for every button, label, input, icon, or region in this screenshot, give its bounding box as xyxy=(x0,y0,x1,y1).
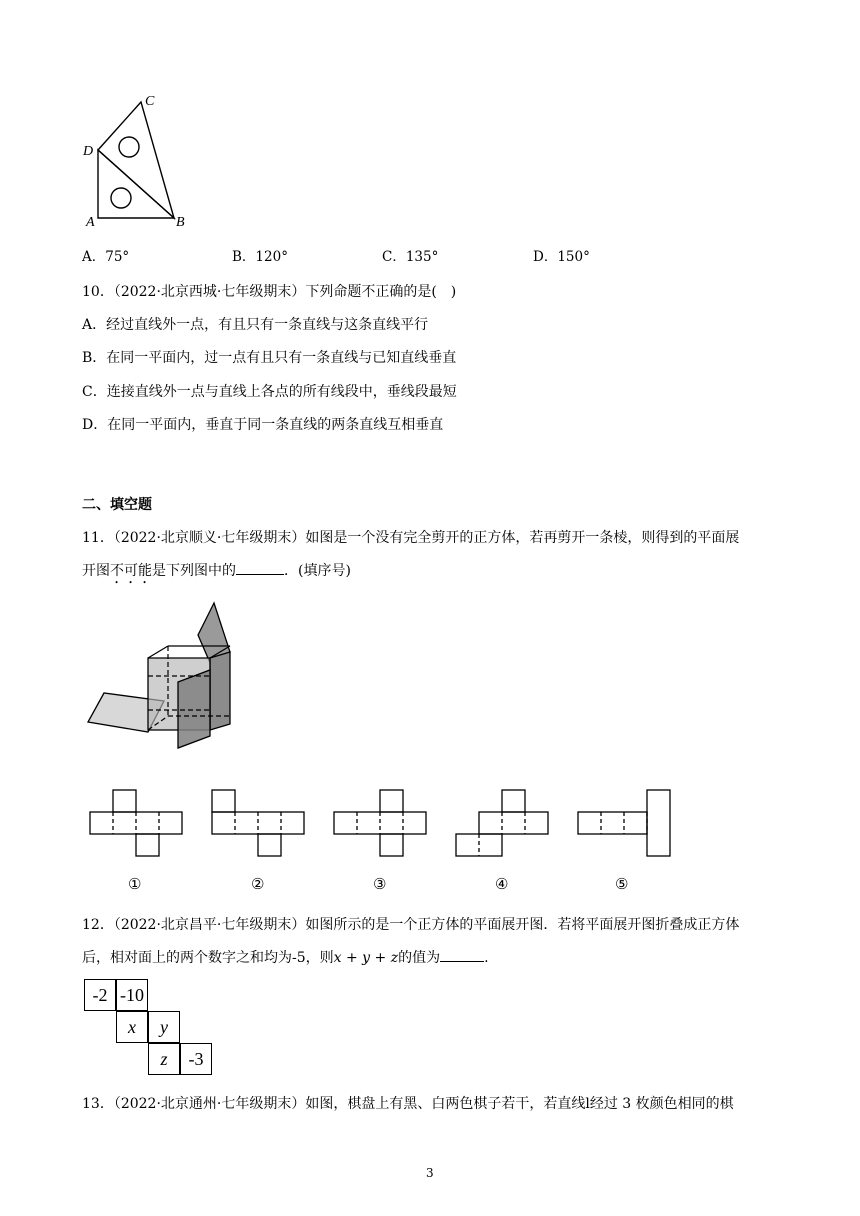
answer-blank xyxy=(236,560,284,575)
q11-line1: 11．（2022·北京顺义·七年级期末）如图是一个没有完全剪开的正方体，若再剪开一条棱，则得到的平面展 xyxy=(82,530,740,546)
q9-option-a: A．75° xyxy=(82,249,130,265)
net-4 xyxy=(456,790,548,856)
q13-line1: 13．（2022·北京通州·七年级期末）如图，棋盘上有黑、白两色棋子若干，若直线l经过 3 枚颜色相同的棋 xyxy=(82,1096,734,1112)
cell: -2 xyxy=(84,979,116,1011)
cell: -10 xyxy=(116,979,148,1011)
number-net xyxy=(84,979,224,1079)
q9-option-d: D．150° xyxy=(533,249,590,265)
q9-option-b: B．120° xyxy=(232,249,288,265)
q10-option-b: B．在同一平面内，过一点有且只有一条直线与已知直线垂直 xyxy=(82,350,457,366)
label-d: D xyxy=(83,144,94,159)
cell: -3 xyxy=(180,1043,212,1075)
q12-line2: 后，相对面上的两个数字之和均为-5，则x + y + z的值为 . xyxy=(82,947,489,968)
section-title: 二、填空题 xyxy=(82,497,152,513)
q9-option-c: C．135° xyxy=(382,249,439,265)
net-1 xyxy=(90,790,182,856)
cell: y xyxy=(148,1011,180,1043)
label-c: C xyxy=(145,94,155,109)
q11-line2: 开图不可能是下列图中的 ．(填序号) xyxy=(82,560,351,587)
net-5 xyxy=(578,790,670,856)
net-label-1: ① xyxy=(128,877,142,893)
net-label-2: ② xyxy=(251,877,265,893)
cube-figure xyxy=(86,598,246,756)
page-number: 3 xyxy=(426,1166,434,1180)
net-label-5: ⑤ xyxy=(615,877,629,893)
answer-blank xyxy=(440,947,484,962)
triangle-ruler-figure xyxy=(82,90,192,230)
q12-line1: 12．（2022·北京昌平·七年级期末）如图所示的是一个正方体的平面展开图．若将平面展开图折叠成正方体 xyxy=(82,917,740,933)
net-2 xyxy=(212,790,304,856)
net-figures xyxy=(86,786,686,896)
q10-option-c: C．连接直线外一点与直线上各点的所有线段中，垂线段最短 xyxy=(82,384,457,400)
label-b: B xyxy=(176,215,185,230)
emphasis-text: 不可能 xyxy=(110,563,152,579)
q10-option-d: D．在同一平面内，垂直于同一条直线的两条直线互相垂直 xyxy=(82,417,444,433)
cell: z xyxy=(148,1043,180,1075)
q10-stem: 10．（2022·北京西城·七年级期末）下列命题不正确的是( ) xyxy=(82,284,457,300)
net-3 xyxy=(334,790,426,856)
net-label-3: ③ xyxy=(373,877,387,893)
q10-option-a: A．经过直线外一点，有且只有一条直线与这条直线平行 xyxy=(82,317,429,333)
net-label-4: ④ xyxy=(495,877,509,893)
label-a: A xyxy=(86,215,95,230)
cell: x xyxy=(116,1011,148,1043)
expression: x + y + z xyxy=(333,950,399,966)
